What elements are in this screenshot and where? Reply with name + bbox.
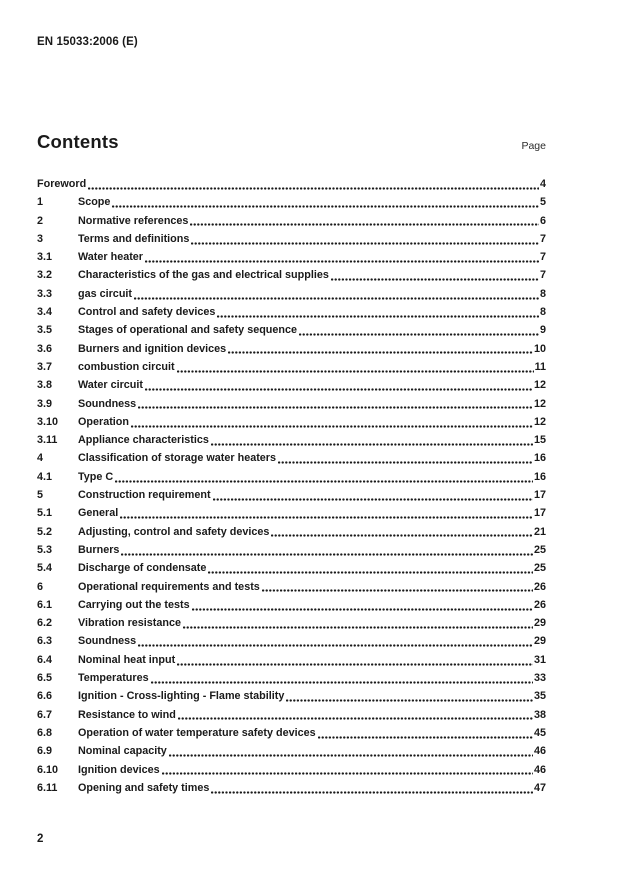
toc-entry-page: 33 — [533, 672, 546, 685]
dot-leader — [138, 406, 533, 409]
toc-entry-number: 3.4 — [37, 306, 53, 319]
toc-entry[interactable] — [37, 614, 546, 632]
toc-entry-page: 12 — [533, 397, 546, 410]
toc-entry-number: 5.4 — [37, 562, 53, 575]
toc-entry-number: 3.11 — [37, 434, 58, 447]
dot-leader — [213, 498, 533, 501]
toc-entry-title: Stages of operational and safety sequence — [78, 324, 298, 337]
toc-entry-page: 45 — [533, 726, 546, 739]
toc-entry-number: 4 — [37, 452, 44, 465]
toc-entry-title: Temperatures — [78, 672, 149, 685]
toc-entry-page: 26 — [533, 580, 546, 593]
toc-entry-number: 6.9 — [37, 745, 53, 758]
toc-entry-title: Classification of storage water heaters — [78, 452, 277, 465]
toc-entry-number: 4.1 — [37, 470, 53, 483]
toc-entry-title: Carrying out the tests — [78, 598, 190, 611]
toc-entry-title: Operation of water temperature safety devices — [78, 726, 316, 739]
toc-entry[interactable] — [37, 395, 546, 413]
toc-entry[interactable] — [37, 578, 546, 596]
toc-entry[interactable] — [37, 559, 546, 577]
toc-entry[interactable] — [37, 376, 546, 394]
contents-title: Contents — [37, 131, 119, 152]
toc-entry-number: 6.5 — [37, 672, 53, 685]
toc-entry[interactable] — [37, 761, 546, 779]
toc-entry-title: Vibration resistance — [78, 617, 182, 630]
toc-entry-number: 2 — [37, 214, 44, 227]
toc-entry-title: Opening and safety times — [78, 781, 210, 794]
dot-leader — [191, 242, 539, 245]
toc-entry-title: Construction requirement — [78, 489, 211, 502]
table-of-contents — [37, 175, 546, 797]
toc-entry-page: 25 — [533, 562, 546, 575]
toc-entry-title: Burners — [78, 543, 120, 556]
dot-leader — [177, 370, 534, 373]
toc-entry-title: General — [78, 507, 119, 520]
toc-entry-page: 25 — [533, 543, 546, 556]
toc-entry[interactable] — [37, 523, 546, 541]
dot-leader — [145, 388, 533, 391]
dot-leader — [208, 571, 533, 574]
toc-entry-page: 47 — [533, 781, 546, 794]
toc-entry-number: 5.2 — [37, 525, 53, 538]
toc-entry-number: 6.3 — [37, 635, 53, 648]
toc-entry-page: 26 — [533, 598, 546, 611]
toc-entry-number: 6.8 — [37, 726, 53, 739]
toc-entry-page: 17 — [533, 489, 546, 502]
toc-entry-page: 12 — [533, 415, 546, 428]
toc-entry-title: combustion circuit — [78, 360, 175, 373]
toc-entry-number: 3.2 — [37, 269, 53, 282]
toc-entry-page: 8 — [539, 306, 546, 319]
toc-entry-page: 15 — [533, 434, 546, 447]
toc-entry-title: Control and safety devices — [78, 306, 216, 319]
toc-entry-title: Adjusting, control and safety devices — [78, 525, 270, 538]
toc-entry[interactable] — [37, 706, 546, 724]
toc-entry[interactable] — [37, 669, 546, 687]
dot-leader — [183, 626, 533, 629]
toc-entry-page: 46 — [533, 763, 546, 776]
dot-leader — [162, 772, 533, 775]
toc-entry[interactable] — [37, 175, 546, 193]
toc-entry-title: Water heater — [78, 251, 144, 264]
toc-entry-number: 6.10 — [37, 763, 59, 776]
toc-entry-number: 3.3 — [37, 287, 53, 300]
toc-entry-title: Scope — [78, 196, 111, 209]
toc-entry-number: 5.1 — [37, 507, 53, 520]
toc-entry-page: 7 — [539, 251, 546, 264]
toc-entry-page: 7 — [539, 269, 546, 282]
toc-entry-number: 6.4 — [37, 653, 53, 666]
toc-entry[interactable] — [37, 431, 546, 449]
toc-entry[interactable] — [37, 285, 546, 303]
toc-entry-page: 5 — [539, 196, 546, 209]
toc-entry-title: Operation — [78, 415, 129, 428]
dot-leader — [318, 736, 533, 739]
dot-leader — [121, 553, 533, 556]
toc-entry[interactable] — [37, 321, 546, 339]
toc-entry-title: Ignition - Cross-lighting - Flame stability — [78, 690, 285, 703]
toc-entry-page: 6 — [539, 214, 546, 227]
dot-leader — [134, 297, 539, 300]
toc-entry[interactable] — [37, 742, 546, 760]
toc-entry-title: Foreword — [37, 178, 87, 190]
toc-entry-page: 16 — [533, 470, 546, 483]
toc-entry-number: 1 — [37, 196, 44, 209]
toc-entry-number: 6.6 — [37, 690, 53, 703]
toc-entry-page: 31 — [533, 653, 546, 666]
toc-entry-page: 16 — [533, 452, 546, 465]
toc-entry-page: 21 — [533, 525, 546, 538]
toc-entry-number: 3.8 — [37, 379, 53, 392]
dot-leader — [278, 461, 533, 464]
toc-entry-number: 3.7 — [37, 360, 53, 373]
dot-leader — [271, 534, 533, 537]
toc-entry-number: 6 — [37, 580, 44, 593]
toc-entry[interactable] — [37, 266, 546, 284]
toc-entry-number: 3.5 — [37, 324, 53, 337]
toc-entry-number: 3.10 — [37, 415, 59, 428]
toc-entry[interactable] — [37, 449, 546, 467]
dot-leader — [145, 260, 539, 263]
toc-entry-title: Nominal capacity — [78, 745, 167, 758]
dot-leader — [169, 754, 533, 757]
toc-entry-number: 6.1 — [37, 598, 53, 611]
toc-entry[interactable] — [37, 212, 546, 230]
footer-page-number: 2 — [37, 833, 44, 845]
toc-entry-page: 7 — [539, 232, 546, 245]
toc-entry-number: 3.1 — [37, 251, 53, 264]
dot-leader — [331, 278, 539, 281]
dot-leader — [178, 717, 533, 720]
toc-entry[interactable] — [37, 596, 546, 614]
toc-entry-title: gas circuit — [78, 287, 133, 300]
dot-leader — [88, 187, 539, 190]
toc-entry-page: 8 — [539, 287, 546, 300]
toc-entry-title: Terms and definitions — [78, 232, 190, 245]
toc-entry-title: Nominal heat input — [78, 653, 176, 666]
toc-entry[interactable] — [37, 541, 546, 559]
toc-entry-page: 11 — [534, 360, 546, 373]
toc-entry-title: Resistance to wind — [78, 708, 176, 721]
toc-entry-page: 9 — [539, 324, 546, 337]
dot-leader — [112, 205, 539, 208]
dot-leader — [190, 223, 539, 226]
toc-entry-title: Soundness — [78, 397, 137, 410]
dot-leader — [286, 699, 533, 702]
dot-leader — [151, 681, 533, 684]
toc-entry-page: 46 — [533, 745, 546, 758]
toc-entry-title: Normative references — [78, 214, 189, 227]
toc-entry-number: 3.6 — [37, 342, 53, 355]
dot-leader — [115, 480, 533, 483]
toc-entry[interactable] — [37, 504, 546, 522]
page-column-label: Page — [521, 140, 546, 152]
toc-entry-page: 17 — [533, 507, 546, 520]
toc-entry[interactable] — [37, 468, 546, 486]
document-reference-header: EN 15033:2006 (E) — [37, 36, 138, 48]
toc-entry-page: 38 — [533, 708, 546, 721]
toc-entry-title: Ignition devices — [78, 763, 160, 776]
toc-entry-number: 6.7 — [37, 708, 53, 721]
toc-entry[interactable] — [37, 651, 546, 669]
toc-entry[interactable] — [37, 358, 546, 376]
toc-entry-title: Soundness — [78, 635, 137, 648]
toc-entry-number: 3.9 — [37, 397, 53, 410]
toc-entry[interactable] — [37, 779, 546, 797]
toc-entry-title: Water circuit — [78, 379, 143, 392]
dot-leader — [299, 333, 539, 336]
dot-leader — [120, 516, 533, 519]
toc-entry[interactable] — [37, 632, 546, 650]
dot-leader — [192, 608, 533, 611]
toc-entry-title: Discharge of condensate — [78, 562, 207, 575]
toc-entry[interactable] — [37, 193, 546, 211]
toc-entry-page: 10 — [533, 342, 546, 355]
dot-leader — [262, 589, 533, 592]
toc-entry[interactable] — [37, 687, 546, 705]
toc-entry[interactable] — [37, 340, 546, 358]
toc-entry[interactable] — [37, 724, 546, 742]
toc-entry[interactable] — [37, 303, 546, 321]
contents-header-row — [37, 131, 546, 153]
toc-entry-title: Type C — [78, 470, 114, 483]
toc-entry-number: 3 — [37, 232, 44, 245]
toc-entry[interactable] — [37, 413, 546, 431]
dot-leader — [131, 425, 533, 428]
toc-entry-page: 29 — [533, 617, 546, 630]
dot-leader — [217, 315, 539, 318]
toc-entry-title: Appliance characteristics — [78, 434, 209, 447]
toc-entry-number: 6.2 — [37, 617, 53, 630]
toc-entry-number: 5.3 — [37, 543, 53, 556]
dot-leader — [177, 663, 533, 666]
toc-entry-page: 29 — [533, 635, 546, 648]
toc-entry-page: 12 — [533, 379, 546, 392]
dot-leader — [211, 443, 533, 446]
toc-entry-number: 5 — [37, 489, 44, 502]
toc-entry-title: Characteristics of the gas and electrical supplies — [78, 269, 329, 282]
toc-entry[interactable] — [37, 230, 546, 248]
dot-leader — [211, 791, 533, 794]
dot-leader — [138, 644, 533, 647]
toc-entry-title: Burners and ignition devices — [78, 342, 227, 355]
dot-leader — [228, 351, 533, 354]
toc-entry[interactable] — [37, 248, 546, 266]
toc-entry-page: 35 — [533, 690, 546, 703]
toc-entry[interactable] — [37, 486, 546, 504]
toc-entry-number: 6.11 — [37, 781, 58, 794]
toc-entry-title: Operational requirements and tests — [78, 580, 260, 593]
toc-entry-page: 4 — [539, 178, 546, 190]
